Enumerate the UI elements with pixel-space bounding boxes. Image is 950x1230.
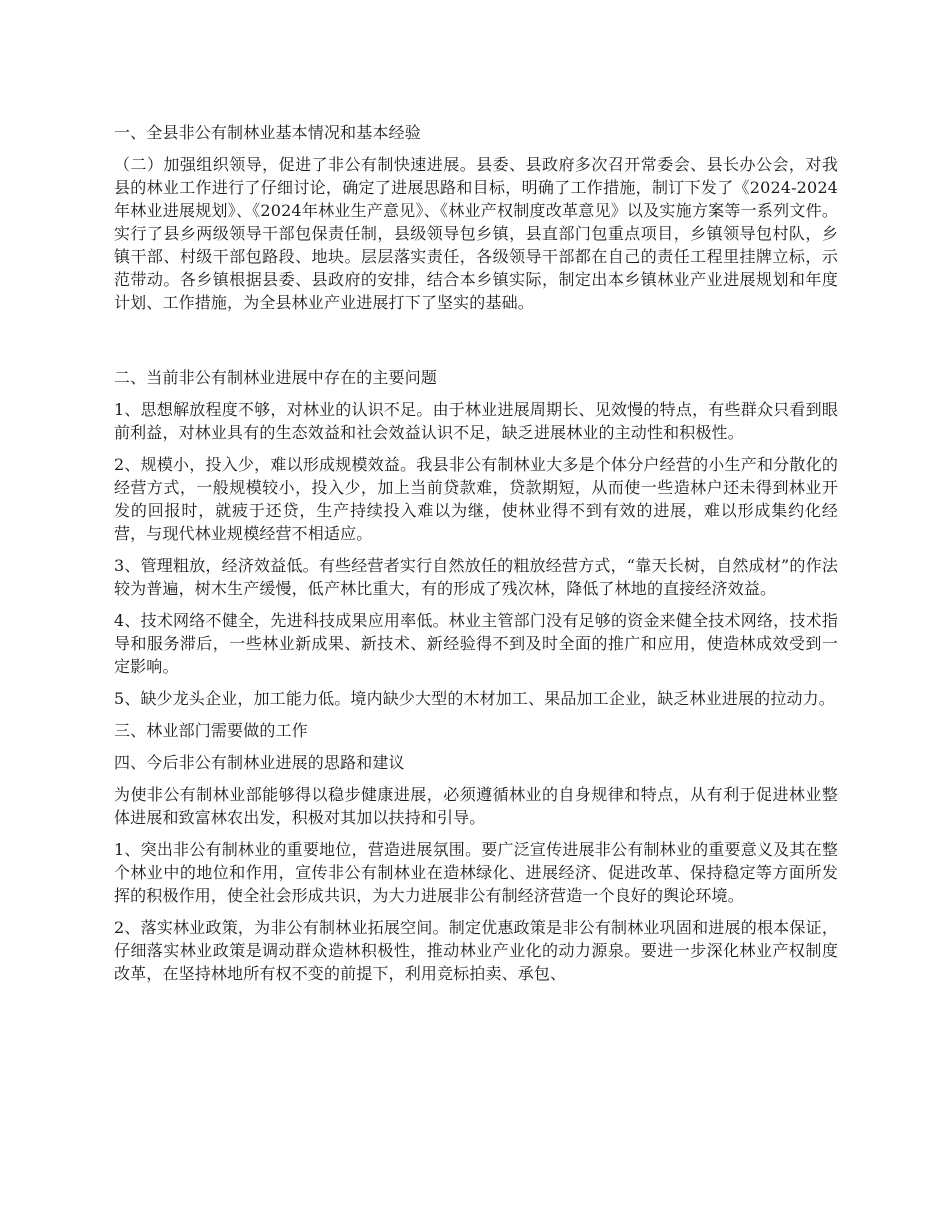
section-heading-1: 一、全县非公有制林业基本情况和基本经验 xyxy=(114,123,421,142)
body-paragraph-suggestion-1: 1、突出非公有制林业的重要地位，营造进展氛围。要广泛宣传进展非公有制林业的重要意义及其在整个林业中的地位和作用，宣传非公有制林业在造林绿化、进展经济、促进改革、保持稳定等方面所发挥的积极作用，使全社会形成共识，为大力进展非公有制经济营造一个良好的舆论环境。 xyxy=(114,840,838,905)
body-paragraph-problem-3: 3、管理粗放，经济效益低。有些经营者实行自然放任的粗放经营方式，“靠天长树，自然成材”的作法较为普遍，树木生产缓慢，低产林比重大，有的形成了残次林，降低了林地的直接经济效益。 xyxy=(114,556,838,598)
body-paragraph-intro: 为使非公有制林业部能够得以稳步健康进展，必须遵循林业的自身规律和特点，从有利于促进林业整体进展和致富林农出发，积极对其加以扶持和引导。 xyxy=(114,785,838,827)
document-body xyxy=(114,121,838,994)
section-heading-2: 二、当前非公有制林业进展中存在的主要问题 xyxy=(114,368,438,387)
body-paragraph-problem-4: 4、技术网络不健全，先进科技成果应用率低。林业主管部门没有足够的资金来健全技术网络，技术指导和服务滞后，一些林业新成果、新技术、新经验得不到及时全面的推广和应用，使造林成效受到一定影响。 xyxy=(114,611,838,676)
body-paragraph-problem-5: 5、缺少龙头企业，加工能力低。境内缺少大型的木材加工、果品加工企业，缺乏林业进展的拉动力。 xyxy=(114,689,835,708)
section-heading-4: 四、今后非公有制林业进展的思路和建议 xyxy=(114,753,405,772)
body-paragraph-problem-2: 2、规模小，投入少，难以形成规模效益。我县非公有制林业大多是个体分户经营的小生产和分散化的经营方式，一般规模较小，投入少，加上当前贷款难，贷款期短，从而使一些造林户还未得到林业开发的回报时，就疲于还贷，生产持续投入难以为继，使林业得不到有效的进展，难以形成集约化经营，与现代林业规模经营不相适应。 xyxy=(114,455,838,543)
body-paragraph-suggestion-2: 2、落实林业政策，为非公有制林业拓展空间。制定优惠政策是非公有制林业巩固和进展的根本保证，仔细落实林业政策是调动群众造林积极性，推动林业产业化的动力源泉。要进一步深化林业产权制度改革，在坚持林地所有权不变的前提下，利用竞标拍卖、承包、 xyxy=(114,918,838,983)
section-heading-3: 三、林业部门需要做的工作 xyxy=(114,721,308,740)
body-paragraph-problem-1: 1、思想解放程度不够，对林业的认识不足。由于林业进展周期长、见效慢的特点，有些群众只看到眼前利益，对林业具有的生态效益和社会效益认识不足，缺乏进展林业的主动性和积极性。 xyxy=(114,400,838,442)
body-paragraph-leadership: （二）加强组织领导，促进了非公有制快速进展。县委、县政府多次召开常委会、县长办公会，对我县的林业工作进行了仔细讨论，确定了进展思路和目标，明确了工作措施，制订下发了《2024-2024年林业进展规划》、《2024年林业生产意见》、《林业产权制度改革意见》以及实施方案等一系列文件。实行了县乡两级领导干部包保责任制，县级领导包乡镇，县直部门包重点项目，乡镇领导包村队，乡镇干部、村级干部包路段、地块。层层落实责任，各级领导干部都在自己的责任工程里挂牌立标，示范带动。各乡镇根据县委、县政府的安排，结合本乡镇实际，制定出本乡镇林业产业进展规划和年度计划、工作措施，为全县林业产业进展打下了坚实的基础。 xyxy=(114,155,838,312)
